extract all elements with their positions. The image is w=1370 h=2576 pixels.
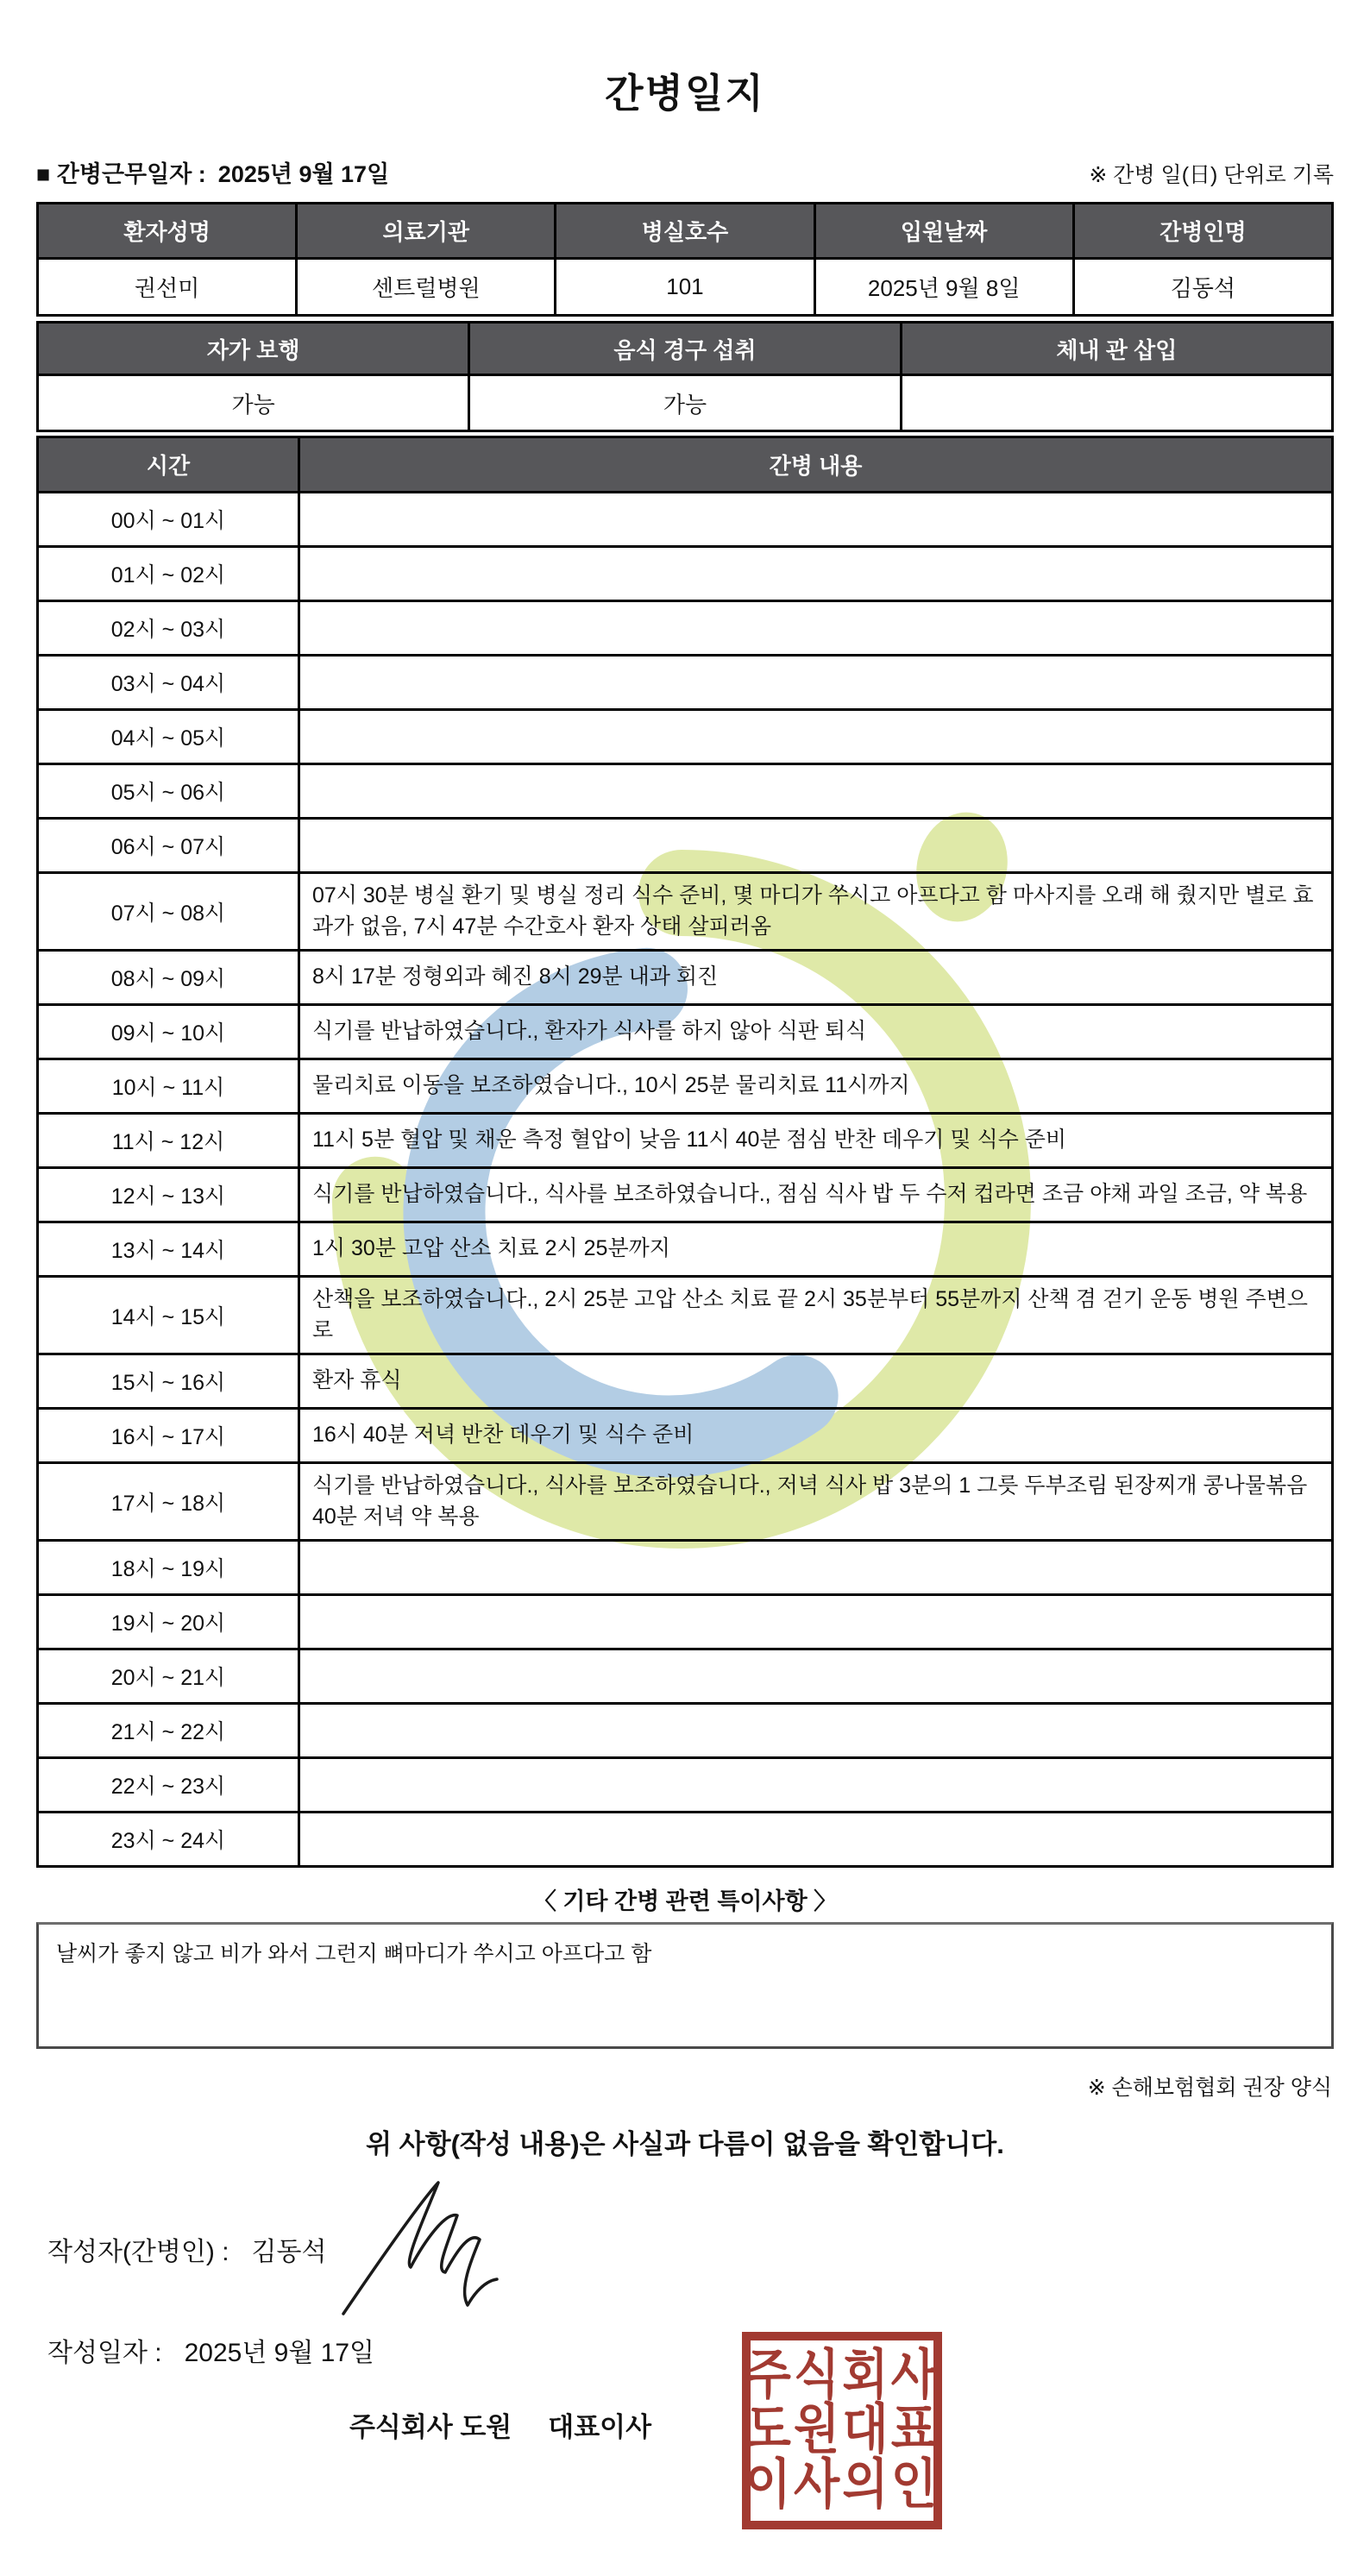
time-slot: 03시 ~ 04시	[38, 656, 299, 710]
status-value-row	[38, 375, 1333, 431]
time-slot: 15시 ~ 16시	[38, 1354, 299, 1409]
time-slot: 06시 ~ 07시	[38, 819, 299, 873]
schedule-row	[38, 1409, 1333, 1463]
time-slot: 02시 ~ 03시	[38, 601, 299, 656]
schedule-row	[38, 1463, 1333, 1541]
table-header-cell: 입원날짜	[814, 204, 1073, 259]
stamp-text-line: 이사의인	[745, 2455, 940, 2515]
status-header-row	[38, 323, 1333, 375]
ceo-title: 대표이사	[548, 2412, 652, 2442]
care-content: 식기를 반납하였습니다., 식사를 보조하였습니다., 저녁 식사 밥 3분의 1 그릇 두부조림 된장찌개 콩나물볶음 40분 저녁 약 복용	[299, 1463, 1333, 1541]
confirmation-statement: 위 사항(작성 내용)은 사실과 다름이 없음을 확인합니다.	[366, 2129, 1004, 2159]
table-header-cell: 환자성명	[38, 204, 297, 259]
handwritten-signature	[338, 2176, 511, 2322]
time-slot: 00시 ~ 01시	[38, 493, 299, 547]
schedule-row	[38, 1059, 1333, 1114]
stamp-text-line: 주식회사	[745, 2346, 940, 2405]
care-content: 식기를 반납하였습니다., 환자가 식사를 하지 않아 식판 퇴식	[299, 1005, 1333, 1059]
care-content	[299, 656, 1333, 710]
care-content	[299, 1704, 1333, 1758]
care-content: 물리치료 이동을 보조하였습니다., 10시 25분 물리치료 11시까지	[299, 1059, 1333, 1114]
company-line	[224, 2405, 776, 2444]
unit-note: ※ 간병 일(日) 단위로 기록	[1089, 163, 1334, 187]
table-header-cell: 자가 보행	[38, 323, 469, 375]
table-value-cell: 센트럴병원	[297, 259, 556, 316]
table-header-cell: 병실호수	[556, 204, 814, 259]
care-content	[299, 819, 1333, 873]
care-content: 식기를 반납하였습니다., 식사를 보조하였습니다., 점심 식사 밥 두 수저 컵라면 조금 야채 과일 조금, 약 복용	[299, 1168, 1333, 1222]
care-content	[299, 493, 1333, 547]
schedule-row	[38, 819, 1333, 873]
time-slot: 18시 ~ 19시	[38, 1541, 299, 1595]
schedule-row	[38, 1354, 1333, 1409]
time-slot: 17시 ~ 18시	[38, 1463, 299, 1541]
write-date-label: 작성일자 :	[47, 2339, 162, 2367]
time-slot: 20시 ~ 21시	[38, 1649, 299, 1704]
table-value-cell: 101	[556, 259, 814, 316]
content-column-header: 간병 내용	[299, 437, 1333, 493]
time-slot: 23시 ~ 24시	[38, 1813, 299, 1867]
stamp-text-line: 도원대표	[745, 2400, 940, 2460]
writer-name: 김동석	[251, 2238, 327, 2266]
time-slot: 08시 ~ 09시	[38, 951, 299, 1005]
patient-value-row	[38, 259, 1333, 316]
company-name: 주식회사 도원	[349, 2412, 512, 2442]
write-date-value: 2025년 9월 17일	[184, 2339, 374, 2367]
writer-label: 작성자(간병인) :	[47, 2238, 229, 2266]
schedule-row	[38, 951, 1333, 1005]
schedule-row	[38, 1704, 1333, 1758]
work-date-line	[36, 155, 389, 189]
schedule-header-row	[38, 437, 1333, 493]
care-content	[299, 1595, 1333, 1649]
time-slot: 13시 ~ 14시	[38, 1222, 299, 1277]
recommended-form-note: ※ 손해보험협회 권장 양식	[1087, 2076, 1332, 2100]
schedule-row	[38, 1277, 1333, 1354]
care-content: 산책을 보조하였습니다., 2시 25분 고압 산소 치료 끝 2시 35분부터 55분까지 산책 겸 걷기 운동 병원 주변으로	[299, 1277, 1333, 1354]
care-content: 8시 17분 정형외과 혜진 8시 29분 내과 회진	[299, 951, 1333, 1005]
time-slot: 21시 ~ 22시	[38, 1704, 299, 1758]
time-column-header: 시간	[38, 437, 299, 493]
time-slot: 10시 ~ 11시	[38, 1059, 299, 1114]
table-value-cell	[901, 375, 1332, 431]
schedule-row	[38, 710, 1333, 764]
work-date-value: 2025년 9월 17일	[217, 161, 390, 187]
work-date-label: ■ 간병근무일자 :	[36, 161, 206, 187]
patient-info-table	[36, 202, 1334, 317]
time-slot: 11시 ~ 12시	[38, 1114, 299, 1168]
care-content	[299, 764, 1333, 819]
time-slot: 09시 ~ 10시	[38, 1005, 299, 1059]
time-slot: 22시 ~ 23시	[38, 1758, 299, 1813]
schedule-row	[38, 656, 1333, 710]
special-notes-box	[36, 1922, 1334, 2049]
schedule-row	[38, 1758, 1333, 1813]
schedule-row	[38, 1595, 1333, 1649]
care-schedule-table	[36, 436, 1334, 1868]
schedule-row	[38, 1005, 1333, 1059]
schedule-row	[38, 1649, 1333, 1704]
schedule-row	[38, 547, 1333, 601]
schedule-row	[38, 1222, 1333, 1277]
table-header-cell: 간병인명	[1073, 204, 1332, 259]
care-content	[299, 547, 1333, 601]
time-slot: 16시 ~ 17시	[38, 1409, 299, 1463]
table-value-cell: 가능	[469, 375, 901, 431]
table-header-cell: 의료기관	[297, 204, 556, 259]
patient-status-table	[36, 321, 1334, 432]
care-content: 16시 40분 저녁 반찬 데우기 및 식수 준비	[299, 1409, 1333, 1463]
care-content: 07시 30분 병실 환기 및 병실 정리 식수 준비, 몇 마디가 쑤시고 아프다고 함 마사지를 오래 해 줬지만 별로 효과가 없음, 7시 47분 수간호사 환자 상태 살피러옴	[299, 873, 1333, 951]
care-content: 1시 30분 고압 산소 치료 2시 25분까지	[299, 1222, 1333, 1277]
time-slot: 04시 ~ 05시	[38, 710, 299, 764]
schedule-row	[38, 764, 1333, 819]
schedule-row	[38, 1114, 1333, 1168]
time-slot: 14시 ~ 15시	[38, 1277, 299, 1354]
table-value-cell: 가능	[38, 375, 469, 431]
care-content	[299, 1541, 1333, 1595]
care-content	[299, 710, 1333, 764]
table-header-cell: 체내 관 삽입	[901, 323, 1332, 375]
table-value-cell: 2025년 9월 8일	[814, 259, 1073, 316]
table-value-cell: 권선미	[38, 259, 297, 316]
care-content	[299, 1649, 1333, 1704]
time-slot: 12시 ~ 13시	[38, 1168, 299, 1222]
schedule-row	[38, 1813, 1333, 1867]
special-notes-text: 날씨가 좋지 않고 비가 와서 그런지 뼈마디가 쑤시고 아프다고 함	[56, 1942, 652, 1966]
time-slot: 05시 ~ 06시	[38, 764, 299, 819]
care-content	[299, 601, 1333, 656]
meta-row	[36, 155, 1334, 189]
writer-line	[47, 2230, 326, 2268]
corporate-seal-stamp	[742, 2332, 942, 2529]
schedule-row	[38, 1168, 1333, 1222]
schedule-row	[38, 601, 1333, 656]
care-content: 환자 휴식	[299, 1354, 1333, 1409]
time-slot: 07시 ~ 08시	[38, 873, 299, 951]
schedule-row	[38, 1541, 1333, 1595]
schedule-row	[38, 873, 1333, 951]
schedule-row	[38, 493, 1333, 547]
patient-header-row	[38, 204, 1333, 259]
page-title: 간병일지	[605, 71, 765, 116]
time-slot: 01시 ~ 02시	[38, 547, 299, 601]
write-date-line	[47, 2331, 374, 2369]
care-content	[299, 1758, 1333, 1813]
care-content	[299, 1813, 1333, 1867]
table-header-cell: 음식 경구 섭취	[469, 323, 901, 375]
care-content: 11시 5분 혈압 및 채운 측정 혈압이 낮음 11시 40분 점심 반찬 데우기 및 식수 준비	[299, 1114, 1333, 1168]
time-slot: 19시 ~ 20시	[38, 1595, 299, 1649]
table-value-cell: 김동석	[1073, 259, 1332, 316]
special-notes-heading: 〈 기타 간병 관련 특이사항 〉	[532, 1888, 838, 1914]
